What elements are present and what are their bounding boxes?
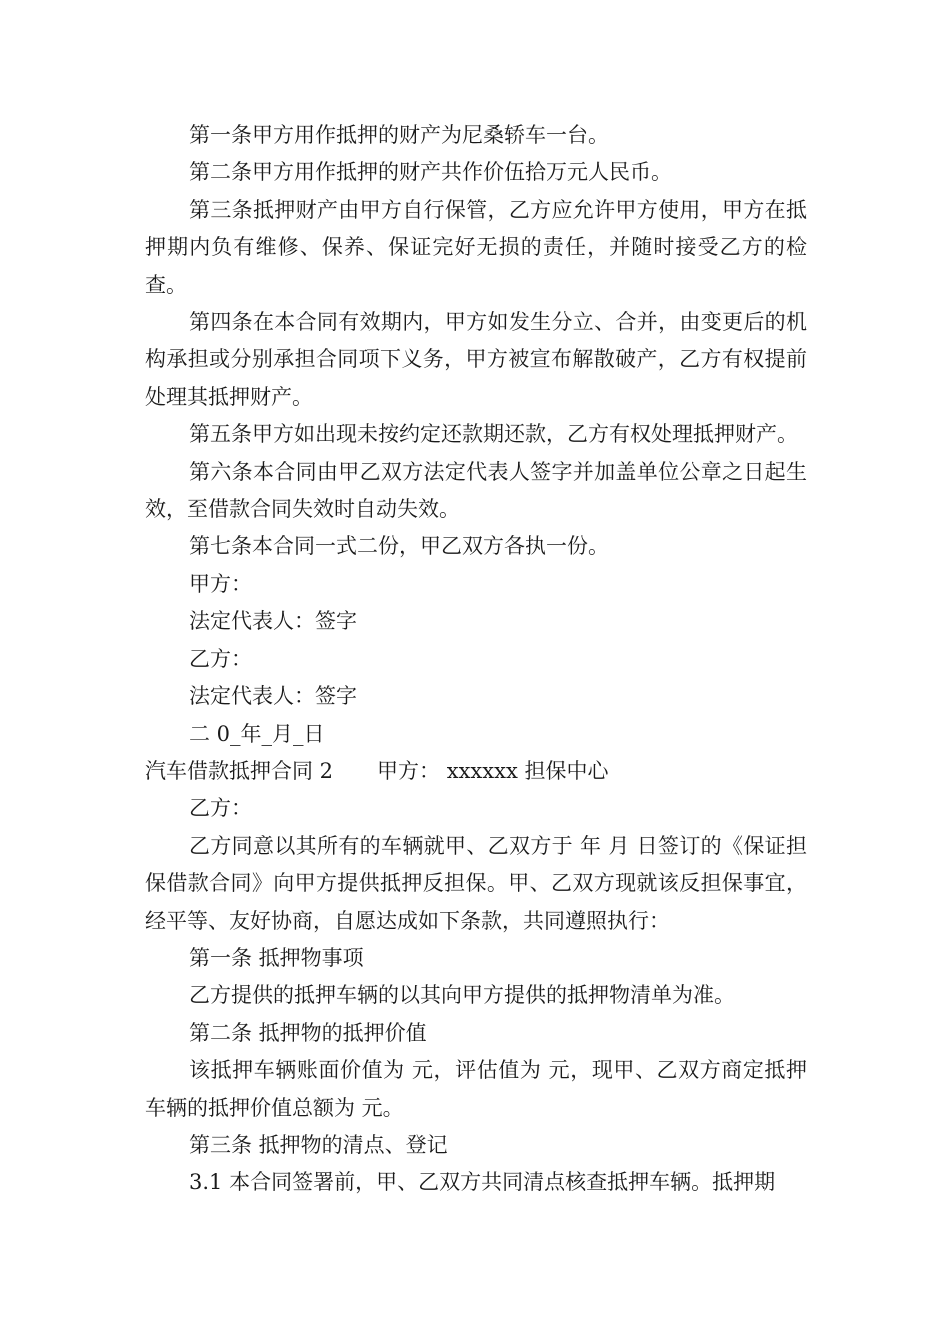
party-b-representative: 法定代表人：签字 (189, 684, 357, 709)
document-body (145, 117, 807, 1202)
article-6: 第六条本合同由甲乙双方法定代表人签字并加盖单位公章之日起生效，至借款合同失效时自动失效。 (145, 459, 807, 522)
preamble: 乙方同意以其所有的车辆就甲、乙双方于 年 月 日签订的《保证担保借款合同》向甲方提供抵押反担保。甲、乙双方现就该反担保事宜，经平等、友好协商，自愿达成如下条款，共同遵照执行： (145, 833, 807, 933)
article-3: 第三条抵押财产由甲方自行保管，乙方应允许甲方使用，甲方在抵押期内负有维修、保养、保证完好无损的责任，并随时接受乙方的检查。 (145, 197, 807, 297)
party-a-label: 甲方： (189, 571, 252, 596)
article-7: 第七条本合同一式二份，甲乙双方各执一份。 (189, 534, 609, 559)
party-b-label-2: 乙方： (189, 796, 252, 821)
section-3-1-text: 3.1 本合同签署前，甲、乙双方共同清点核查抵押车辆。抵押期 (189, 1170, 776, 1195)
section-1-text: 乙方提供的抵押车辆的以其向甲方提供的抵押物清单为准。 (189, 983, 735, 1008)
section-1-heading: 第一条 抵押物事项 (189, 945, 364, 970)
contract-title-line (145, 753, 807, 790)
article-4: 第四条在本合同有效期内，甲方如发生分立、合并，由变更后的机构承担或分别承担合同项下义务，甲方被宣布解散破产，乙方有权提前处理其抵押财产。 (145, 310, 807, 409)
section-2-text: 该抵押车辆账面价值为 元，评估值为 元，现甲、乙双方商定抵押车辆的抵押价值总额为 元。 (145, 1058, 807, 1120)
party-a-representative: 法定代表人：签字 (189, 609, 357, 634)
section-3-heading: 第三条 抵押物的清点、登记 (189, 1132, 448, 1157)
signing-date: 二 0_年_月_日 (189, 721, 325, 746)
section-2-heading: 第二条 抵押物的抵押价值 (189, 1020, 427, 1045)
article-1: 第一条甲方用作抵押的财产为尼桑轿车一台。 (189, 123, 609, 147)
article-2: 第二条甲方用作抵押的财产共作价伍拾万元人民币。 (189, 160, 672, 185)
party-a-name: 甲方： xxxxxx 担保中心 (377, 758, 609, 783)
article-5: 第五条甲方如出现未按约定还款期还款，乙方有权处理抵押财产。 (189, 422, 798, 447)
party-b-label: 乙方： (189, 646, 252, 671)
contract-title: 汽车借款抵押合同 2 (145, 758, 334, 783)
